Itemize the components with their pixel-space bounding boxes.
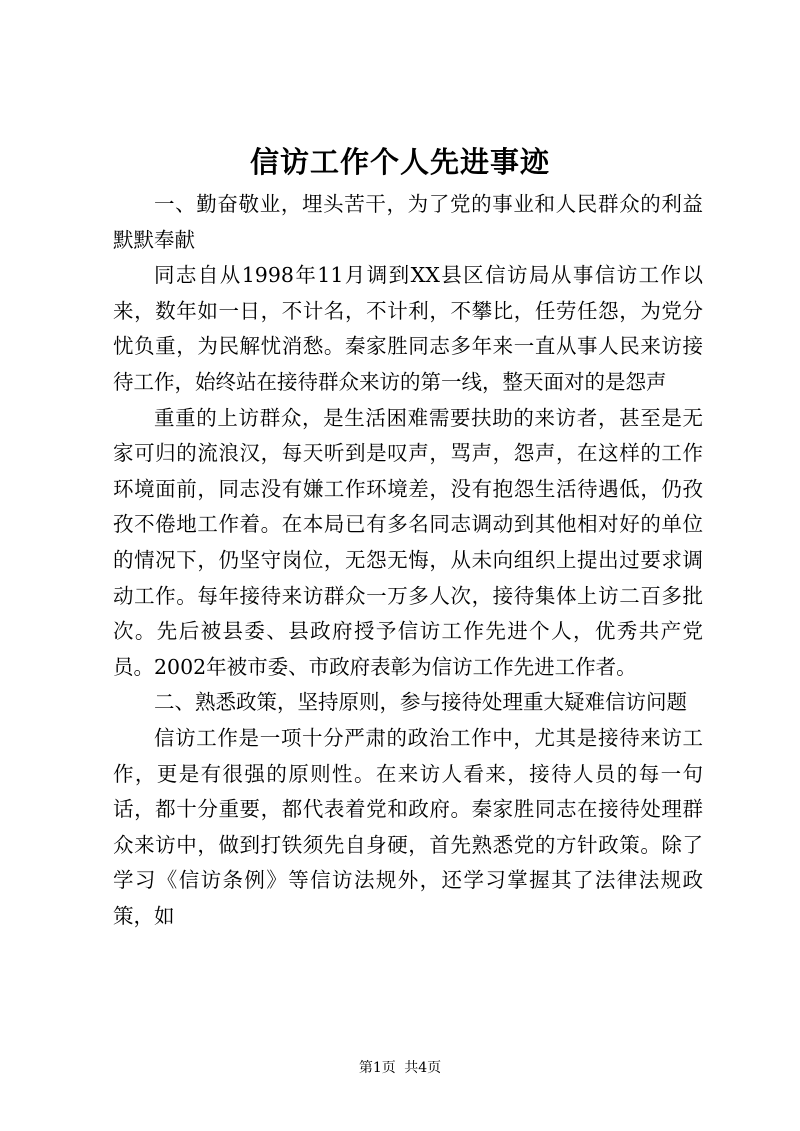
page-footer — [0, 1058, 800, 1078]
page-number: 第1页 — [358, 1060, 396, 1076]
body-paragraph: 同志自从1998年11月调到XX县区信访局从事信访工作以来，数年如一日，不计名，不计利，不攀比，任劳任怨，为党分忧负重，为民解忧消愁。秦家胜同志多年来一直从事人民来访接待工作，始终站在接待群众来访的第一线，整天面对的是怨声 — [113, 263, 703, 394]
page-total: 共4页 — [404, 1060, 442, 1076]
document-title: 信访工作个人先进事迹 — [249, 145, 550, 179]
body-paragraph: 重重的上访群众，是生活困难需要扶助的来访者，甚至是无家可归的流浪汉，每天听到是叹声，骂声，怨声，在这样的工作环境面前，同志没有嫌工作环境差，没有抱怨生活待遇低，仍孜孜不倦地工作着。在本局已有多名同志调动到其他相对好的单位的情况下，仍坚守岗位，无怨无悔，从未向组织上提出过要求调动工作。每年接待来访群众一万多人次，接待集体上访二百多批次。先后被县委、县政府授予信访工作先进个人，优秀共产党员。2002年被市委、市政府表彰为信访工作先进工作者。 — [113, 405, 703, 679]
section-heading-2: 二、熟悉政策，坚持原则，参与接待处理重大疑难信访问题 — [154, 690, 687, 715]
document-body — [113, 187, 703, 934]
body-paragraph: 信访工作是一项十分严肃的政治工作中，尤其是接待来访工作，更是有很强的原则性。在来访人看来，接待人员的每一句话，都十分重要，都代表着党和政府。秦家胜同志在接待处理群众来访中，做到打铁须先自身硬，首先熟悉党的方针政策。除了学习《信访条例》等信访法规外，还学习掌握其了法律法规政策，如 — [113, 725, 703, 928]
section-heading-1: 一、勤奋敬业，埋头苦干，为了党的事业和人民群众的利益默默奉献 — [113, 192, 703, 252]
